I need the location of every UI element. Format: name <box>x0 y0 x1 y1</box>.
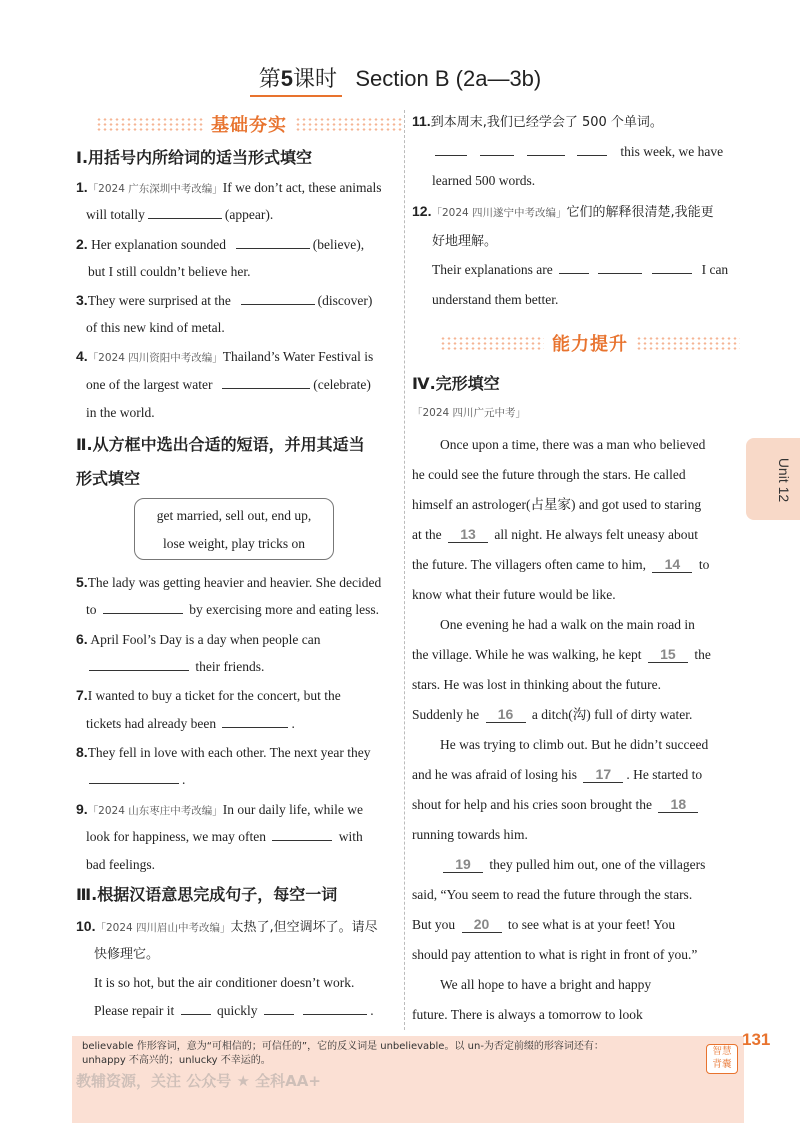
question-10-cn: 快修理它。 <box>94 947 160 962</box>
cloze-blank-15[interactable]: 15 <box>648 646 688 663</box>
cloze-blank-18[interactable]: 18 <box>658 796 698 813</box>
watermark: 教辅资源，关注 公众号 ★ 全科AA+ <box>76 1072 321 1090</box>
section-2-heading: Ⅱ.从方框中选出合适的短语，并用其适当 <box>76 435 365 454</box>
section-4-heading: Ⅳ.完形填空 <box>412 374 500 393</box>
passage-line: He was trying to climb out. But he didn’t succeed <box>440 737 709 752</box>
passage-line: But you 20 to see what is at your feet! You <box>412 916 676 932</box>
cloze-blank-20[interactable]: 20 <box>462 916 502 933</box>
passage-line: said, “You seem to read the future through the stars. <box>412 887 693 902</box>
question-7: 7.I wanted to buy a ticket for the concert, but the <box>76 687 341 703</box>
question-8: 8.They fell in love with each other. The next year they <box>76 744 371 760</box>
question-6: 6. April Fool’s Day is a day when people can <box>76 631 321 647</box>
question-4-cont: one of the largest water (celebrate) <box>86 371 371 399</box>
cloze-blank-19[interactable]: 19 <box>443 856 483 873</box>
column-divider <box>404 110 405 1030</box>
blank-field[interactable] <box>222 713 288 728</box>
question-4: 4.「2024 四川资阳中考改编」Thailand’s Water Festival is <box>76 348 374 364</box>
passage-line: One evening he had a walk on the main road in <box>440 617 695 632</box>
passage-line: 19 they pulled him out, one of the villagers <box>412 850 733 880</box>
blank-field[interactable] <box>236 234 310 249</box>
passage-line: Once upon a time, there was a man who believed <box>440 437 706 452</box>
section-2-heading-cont: 形式填空 <box>76 469 141 488</box>
question-6-cont: their friends. <box>86 653 264 681</box>
question-10-en: It is so hot, but the air conditioner doesn’t work. <box>94 975 355 990</box>
blank-field[interactable] <box>435 141 467 156</box>
section-1-heading: Ⅰ.用括号内所给词的适当形式填空 <box>76 148 313 167</box>
wisdom-badge: 智慧 背囊 <box>706 1044 738 1074</box>
blank-field[interactable] <box>148 204 222 219</box>
passage-line: he could see the future through the stars. He called <box>412 467 686 482</box>
passage-line: and he was afraid of losing his 17 . He started to <box>412 766 703 782</box>
passage-line: Suddenly he 16 a ditch(沟) full of dirty water. <box>412 706 693 722</box>
title-underline <box>250 95 342 97</box>
question-2: 2. Her explanation sounded (believe), <box>76 236 365 252</box>
passage-line: himself an astrologer(占星家) and got used to staring <box>412 497 702 512</box>
blank-field[interactable] <box>303 1000 367 1015</box>
question-11-cont: learned 500 words. <box>432 173 536 188</box>
cloze-blank-13[interactable]: 13 <box>448 526 488 543</box>
question-5: 5.The lady was getting heavier and heavier. She decided <box>76 574 382 590</box>
footer-note: believable 作形容词，意为“可相信的；可信任的”，它的反义词是 unbelievable。以 un-为否定前缀的形容词还有： unhappy 不高兴的；unlucky 不幸运的。 <box>82 1041 604 1066</box>
question-10-blanks: Please repair it quickly . <box>94 997 374 1025</box>
passage-line: at the 13 all night. He always felt uneasy about <box>412 526 698 542</box>
blank-field[interactable] <box>103 599 183 614</box>
question-3: 3.They were surprised at the (discover) <box>76 292 373 308</box>
banner-basic: 基础夯实 <box>96 110 402 138</box>
blank-field[interactable] <box>89 656 189 671</box>
blank-field[interactable] <box>181 1000 211 1015</box>
question-11: 11.到本周末,我们已经学会了 500 个单词。 <box>412 113 663 130</box>
question-10: 10.「2024 四川眉山中考改编」太热了,但空调坏了。请尽 <box>76 918 378 935</box>
blank-field[interactable] <box>652 259 692 274</box>
blank-field[interactable] <box>598 259 642 274</box>
question-5-cont: to by exercising more and eating less. <box>86 596 379 624</box>
blank-field[interactable] <box>559 259 589 274</box>
blank-field[interactable] <box>527 141 565 156</box>
cloze-source: 「2024 四川广元中考」 <box>412 407 527 419</box>
cloze-blank-17[interactable]: 17 <box>583 766 623 783</box>
question-3-cont: of this new kind of metal. <box>86 320 225 335</box>
question-2-cont: but I still couldn’t believe her. <box>88 264 251 279</box>
question-1-cont: will totally (appear). <box>86 201 273 229</box>
cloze-passage <box>412 430 733 1030</box>
question-1: 1.「2024 广东深圳中考改编」If we don’t act, these animals <box>76 179 382 195</box>
blank-field[interactable] <box>222 374 310 389</box>
question-12: 12.「2024 四川遂宁中考改编」它们的解释很清楚,我能更 <box>412 203 714 220</box>
question-9-cont: look for happiness, we may often with <box>86 823 363 851</box>
question-12-blanks: Their explanations are I can <box>432 256 728 284</box>
unit-side-tab[interactable]: Unit 12 <box>746 438 800 520</box>
passage-line: stars. He was lost in thinking about the future. <box>412 677 661 692</box>
page-number: 131 <box>742 1030 771 1049</box>
page-title: 第5课时 Section B (2a—3b) <box>258 66 542 91</box>
cloze-blank-14[interactable]: 14 <box>652 556 692 573</box>
question-4-end: in the world. <box>86 405 155 420</box>
phrase-box: get married, sell out, end up, lose weight, play tricks on <box>134 498 334 560</box>
question-12-cont: understand them better. <box>432 292 559 307</box>
banner-ability: 能力提升 <box>440 329 740 357</box>
passage-line: We all hope to have a bright and happy <box>440 977 652 992</box>
blank-field[interactable] <box>480 141 514 156</box>
question-11-blanks: this week, we have <box>432 138 723 166</box>
question-12-cn: 好地理解。 <box>432 234 498 249</box>
blank-field[interactable] <box>264 1000 294 1015</box>
blank-field[interactable] <box>241 290 315 305</box>
question-8-cont: . <box>86 766 185 794</box>
passage-line: the village. While he was walking, he kept 15 the <box>412 646 711 662</box>
question-9-end: bad feelings. <box>86 857 155 872</box>
cloze-blank-16[interactable]: 16 <box>486 706 526 723</box>
question-9: 9.「2024 山东枣庄中考改编」In our daily life, while we <box>76 801 363 817</box>
blank-field[interactable] <box>89 769 179 784</box>
passage-line: the future. The villagers often came to him, 14 to <box>412 556 710 572</box>
passage-line: know what their future would be like. <box>412 587 616 602</box>
passage-line: shout for help and his cries soon brought the 18 <box>412 790 733 820</box>
passage-line: running towards him. <box>412 827 528 842</box>
question-7-cont: tickets had already been . <box>86 710 295 738</box>
passage-line: future. There is always a tomorrow to look <box>412 1007 643 1022</box>
section-3-heading: Ⅲ.根据汉语意思完成句子，每空一词 <box>76 885 338 904</box>
blank-field[interactable] <box>577 141 607 156</box>
blank-field[interactable] <box>272 826 332 841</box>
passage-line: should pay attention to what is right in front of you.” <box>412 947 698 962</box>
